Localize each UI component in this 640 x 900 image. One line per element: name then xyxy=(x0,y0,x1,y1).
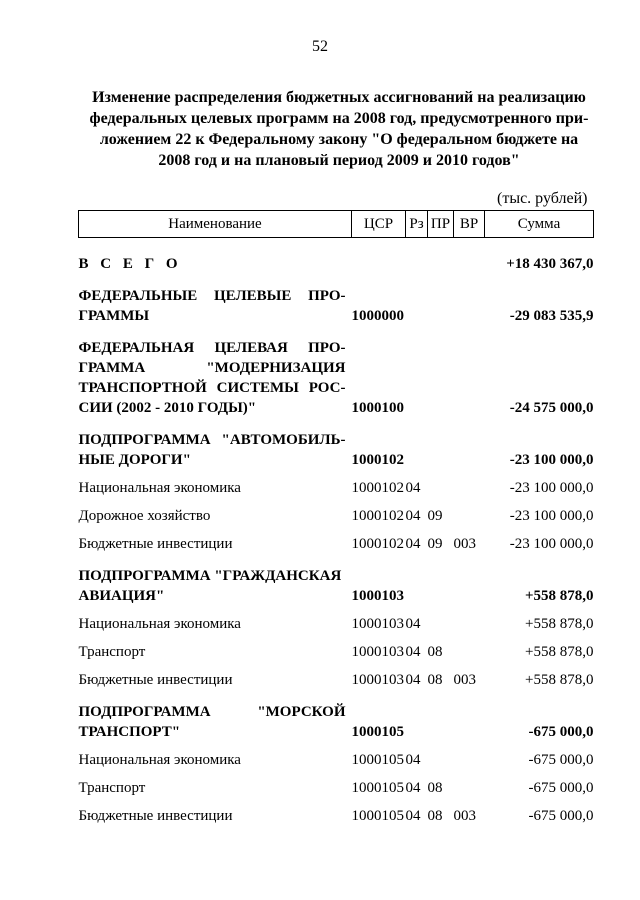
title-line: федеральных целевых программ на 2008 год, предусмотренного при- xyxy=(89,110,589,127)
row-sum: -23 100 000,0 xyxy=(509,508,594,524)
row-csr: 1000100 xyxy=(351,400,404,416)
row-pr xyxy=(428,274,454,326)
row-sum: -23 100 000,0 xyxy=(509,480,594,496)
table-row xyxy=(79,690,594,742)
row-sum: -23 100 000,0 xyxy=(509,452,594,468)
table-header xyxy=(79,211,594,238)
column-header-csr: ЦСР xyxy=(352,211,406,238)
row-sum: -23 100 000,0 xyxy=(509,536,594,552)
row-pr: 08 xyxy=(427,780,443,796)
row-rz: 04 xyxy=(405,780,421,796)
row-name: ФЕДЕРАЛЬНЫЕ ЦЕЛЕВЫЕ ПРО- ГРАММЫ xyxy=(78,288,346,324)
row-sum: -675 000,0 xyxy=(528,724,594,740)
row-csr: 1000103 xyxy=(351,644,404,660)
row-csr: 1000102 xyxy=(351,536,404,552)
row-sum: +558 878,0 xyxy=(525,672,594,688)
row-vr xyxy=(454,554,485,606)
row-rz xyxy=(406,554,428,606)
row-pr xyxy=(428,418,454,470)
row-pr xyxy=(428,690,454,742)
row-rz xyxy=(406,690,428,742)
table-row xyxy=(79,742,594,770)
row-rz: 04 xyxy=(405,808,421,824)
row-rz: 04 xyxy=(405,672,421,688)
row-csr: 1000105 xyxy=(351,808,404,824)
table-row-total xyxy=(79,254,594,274)
row-sum: -675 000,0 xyxy=(528,780,594,796)
document-title xyxy=(80,87,598,171)
row-rz: 04 xyxy=(405,536,421,552)
table-row xyxy=(79,634,594,662)
row-vr: 003 xyxy=(453,808,476,824)
row-csr: 1000103 xyxy=(351,616,404,632)
row-rz: 04 xyxy=(405,480,421,496)
row-vr: 003 xyxy=(453,536,476,552)
row-vr xyxy=(454,690,485,742)
table-row xyxy=(79,798,594,826)
row-sum: +558 878,0 xyxy=(525,644,594,660)
row-vr xyxy=(454,634,485,662)
row-name: ПОДПРОГРАММА "МОРСКОЙ ТРАНСПОРТ" xyxy=(78,704,346,740)
row-rz: 04 xyxy=(405,752,421,768)
table-row xyxy=(79,498,594,526)
title-line: ложением 22 к Федеральному закону "О федеральном бюджете на xyxy=(99,131,579,148)
column-header-sum: Сумма xyxy=(485,211,594,238)
row-name: ПОДПРОГРАММА "АВТОМОБИЛЬ- НЫЕ ДОРОГИ" xyxy=(78,432,346,468)
row-csr: 1000000 xyxy=(351,308,404,324)
row-vr xyxy=(454,326,485,418)
row-sum: -29 083 535,9 xyxy=(509,308,594,324)
row-name: Транспорт xyxy=(78,644,146,660)
row-vr xyxy=(454,254,485,274)
row-name: ФЕДЕРАЛЬНАЯ ЦЕЛЕВАЯ ПРО- ГРАММА "МОДЕРНИЗАЦИЯ ТРАНСПОРТНОЙ СИСТЕМЫ РОС- СИИ (2002 - 2010 ГОДЫ)" xyxy=(78,340,346,416)
row-name: ПОДПРОГРАММА "ГРАЖДАНСКАЯ АВИАЦИЯ" xyxy=(78,568,342,604)
row-pr: 08 xyxy=(427,644,443,660)
row-pr xyxy=(428,254,454,274)
row-name: Национальная экономика xyxy=(78,752,241,768)
row-name: Бюджетные инвестиции xyxy=(78,536,233,552)
table-row xyxy=(79,526,594,554)
table-row xyxy=(79,606,594,634)
row-pr xyxy=(428,326,454,418)
row-name: Бюджетные инвестиции xyxy=(78,808,233,824)
row-pr: 08 xyxy=(427,808,443,824)
row-name: Транспорт xyxy=(78,780,146,796)
row-pr xyxy=(428,742,454,770)
row-pr xyxy=(428,606,454,634)
row-name: Национальная экономика xyxy=(78,616,241,632)
row-csr: 1000105 xyxy=(351,780,404,796)
table-body xyxy=(79,238,594,827)
row-pr: 08 xyxy=(427,672,443,688)
row-vr xyxy=(454,418,485,470)
row-csr: 1000102 xyxy=(351,480,404,496)
row-vr xyxy=(454,274,485,326)
table-row xyxy=(79,770,594,798)
row-name: Национальная экономика xyxy=(78,480,241,496)
row-rz xyxy=(406,254,428,274)
column-header-name: Наименование xyxy=(79,211,352,238)
row-rz: 04 xyxy=(405,508,421,524)
row-name: В С Е Г О xyxy=(78,256,182,272)
row-name: Дорожное хозяйство xyxy=(78,508,211,524)
table-row xyxy=(79,326,594,418)
budget-table xyxy=(78,210,594,826)
row-vr xyxy=(454,606,485,634)
title-line: 2008 год и на плановый период 2009 и 2010 годов" xyxy=(158,152,520,169)
row-rz: 04 xyxy=(405,644,421,660)
row-pr: 09 xyxy=(427,508,443,524)
column-header-rz: Рз xyxy=(406,211,428,238)
row-rz xyxy=(406,274,428,326)
title-line: Изменение распределения бюджетных ассигнований на реализацию xyxy=(92,89,586,106)
row-csr: 1000102 xyxy=(351,508,404,524)
row-sum: -24 575 000,0 xyxy=(509,400,594,416)
row-vr xyxy=(454,470,485,498)
row-rz: 04 xyxy=(405,616,421,632)
column-header-pr: ПР xyxy=(428,211,454,238)
row-csr: 1000103 xyxy=(351,672,404,688)
row-pr xyxy=(428,554,454,606)
table-row xyxy=(79,418,594,470)
table-row xyxy=(79,274,594,326)
row-sum: -675 000,0 xyxy=(528,808,594,824)
table-row xyxy=(79,554,594,606)
row-csr: 1000105 xyxy=(351,724,404,740)
row-vr: 003 xyxy=(453,672,476,688)
row-csr: 1000102 xyxy=(351,452,404,468)
row-sum: -675 000,0 xyxy=(528,752,594,768)
table-row xyxy=(79,470,594,498)
row-name: Бюджетные инвестиции xyxy=(78,672,233,688)
row-sum: +18 430 367,0 xyxy=(506,256,594,272)
column-header-vr: ВР xyxy=(454,211,485,238)
row-csr: 1000103 xyxy=(351,588,404,604)
row-csr xyxy=(352,254,406,274)
table-row xyxy=(79,662,594,690)
row-pr xyxy=(428,470,454,498)
row-csr: 1000105 xyxy=(351,752,404,768)
row-vr xyxy=(454,742,485,770)
row-vr xyxy=(454,498,485,526)
row-rz xyxy=(406,418,428,470)
page-number: 52 xyxy=(312,38,328,55)
row-rz xyxy=(406,326,428,418)
units-label: (тыс. рублей) xyxy=(497,190,588,207)
row-vr xyxy=(454,770,485,798)
row-sum: +558 878,0 xyxy=(525,616,594,632)
row-pr: 09 xyxy=(427,536,443,552)
row-sum: +558 878,0 xyxy=(524,588,594,604)
